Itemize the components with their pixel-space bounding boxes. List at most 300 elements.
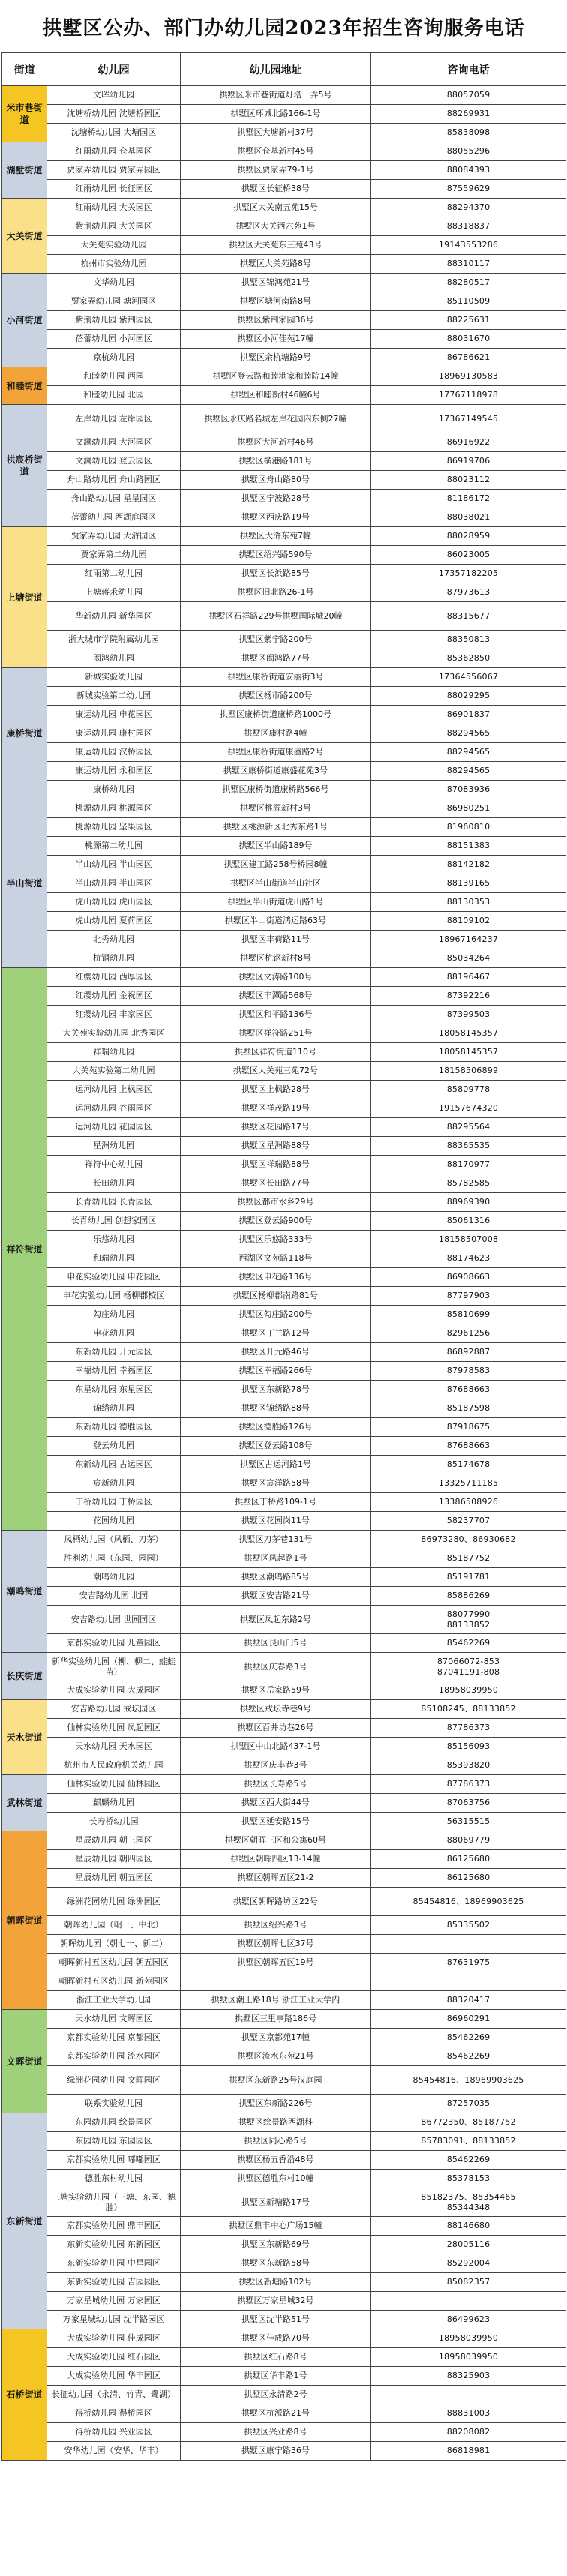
table-row bbox=[2, 1249, 566, 1268]
school-cell: 舟山路幼儿园 星星园区 bbox=[47, 490, 181, 508]
table-row bbox=[2, 2273, 566, 2292]
address-cell: 拱墅区舟山路80号 bbox=[181, 471, 371, 490]
table-row bbox=[2, 2151, 566, 2170]
table-row bbox=[2, 2047, 566, 2066]
phone-cell: 85378153 bbox=[371, 2170, 566, 2188]
school-cell: 贾家弄幼儿园 塘河园区 bbox=[47, 292, 181, 311]
table-row bbox=[2, 1587, 566, 1606]
phone-cell: 82961256 bbox=[371, 1324, 566, 1343]
address-cell: 拱墅区紫宁路200号 bbox=[181, 631, 371, 649]
phone-cell: 87063756 bbox=[371, 1794, 566, 1813]
address-cell: 拱墅区杨市路200号 bbox=[181, 687, 371, 706]
phone-cell: 86023005 bbox=[371, 546, 566, 565]
address-cell: 拱墅区闳鸿路77号 bbox=[181, 649, 371, 668]
phone-cell: 88077990 88133852 bbox=[371, 1606, 566, 1634]
school-cell: 红缨幼儿园 丰家园区 bbox=[47, 1006, 181, 1024]
table-row bbox=[2, 837, 566, 856]
table-row bbox=[2, 1568, 566, 1587]
school-cell: 东新实验幼儿园 东新园区 bbox=[47, 2236, 181, 2254]
school-cell: 祥瑞幼儿园 bbox=[47, 1043, 181, 1062]
street-cell: 祥符街道 bbox=[2, 968, 47, 1531]
address-cell: 拱墅区康村路4幢 bbox=[181, 724, 371, 743]
table-row bbox=[2, 274, 566, 292]
street-cell: 潮鸣街道 bbox=[2, 1531, 47, 1653]
address-cell: 拱墅区沈半路51号 bbox=[181, 2311, 371, 2329]
school-cell: 安吉路幼儿园 北园 bbox=[47, 1587, 181, 1606]
table-row bbox=[2, 1043, 566, 1062]
address-cell: 拱墅区仓基新村45号 bbox=[181, 142, 371, 161]
table-row bbox=[2, 255, 566, 274]
address-cell: 拱墅区祥茂路19号 bbox=[181, 1099, 371, 1118]
school-cell: 星洲幼儿园 bbox=[47, 1137, 181, 1156]
table-row bbox=[2, 367, 566, 386]
address-cell: 西湖区文苑路118号 bbox=[181, 1249, 371, 1268]
table-row bbox=[2, 217, 566, 236]
school-cell: 东新幼儿园 古运园区 bbox=[47, 1456, 181, 1474]
address-cell: 拱墅区丁桥路109-1号 bbox=[181, 1493, 371, 1512]
phone-cell: 87973613 bbox=[371, 583, 566, 602]
table-row bbox=[2, 1268, 566, 1287]
address-cell: 拱墅区新塘路102号 bbox=[181, 2273, 371, 2292]
table-row bbox=[2, 292, 566, 311]
table-row bbox=[2, 1006, 566, 1024]
address-cell: 拱墅区鼎丰中心广场15幢 bbox=[181, 2217, 371, 2236]
table-row bbox=[2, 1399, 566, 1418]
address-cell: 拱墅区东新路78号 bbox=[181, 1381, 371, 1399]
address-cell: 拱墅区大浒东苑7幢 bbox=[181, 527, 371, 546]
header-address: 幼儿园地址 bbox=[181, 53, 371, 86]
street-cell: 武林街道 bbox=[2, 1775, 47, 1831]
address-cell: 拱墅区康宁路36号 bbox=[181, 2442, 371, 2461]
address-cell: 拱墅区潮王路18号 浙江工业大学内 bbox=[181, 1991, 371, 2010]
phone-cell: 87688663 bbox=[371, 1381, 566, 1399]
school-cell: 朝晖新村五区幼儿园 朝五园区 bbox=[47, 1954, 181, 1972]
table-row bbox=[2, 1756, 566, 1775]
table-row bbox=[2, 2367, 566, 2386]
table-row bbox=[2, 724, 566, 743]
school-cell: 大关苑实验幼儿园 bbox=[47, 236, 181, 255]
school-cell: 大成实验幼儿园 红石园区 bbox=[47, 2348, 181, 2367]
address-cell: 拱墅区长寿路5号 bbox=[181, 1775, 371, 1794]
school-cell: 朝晖幼儿园（朝一、中北） bbox=[47, 1916, 181, 1935]
school-cell: 大关苑实验第二幼儿园 bbox=[47, 1062, 181, 1081]
street-cell: 长庆街道 bbox=[2, 1653, 47, 1700]
school-cell: 三塘实验幼儿园（三塘、东园、德胜） bbox=[47, 2188, 181, 2217]
phone-cell: 88315677 bbox=[371, 602, 566, 631]
phone-cell: 88225631 bbox=[371, 311, 566, 330]
school-cell: 新城实验幼儿园 bbox=[47, 668, 181, 687]
table-row bbox=[2, 1681, 566, 1700]
table-row bbox=[2, 1324, 566, 1343]
address-cell: 拱墅区东新路226号 bbox=[181, 2095, 371, 2113]
address-cell: 拱墅区锦绣路88号 bbox=[181, 1399, 371, 1418]
phone-cell: 81960810 bbox=[371, 818, 566, 837]
phone-cell: 88280517 bbox=[371, 274, 566, 292]
table-row bbox=[2, 2113, 566, 2132]
phone-cell: 86125680 bbox=[371, 1869, 566, 1888]
phone-cell: 88151383 bbox=[371, 837, 566, 856]
phone-cell: 85061316 bbox=[371, 1212, 566, 1231]
address-cell: 拱墅区小河佳苑17幢 bbox=[181, 330, 371, 349]
address-cell: 拱墅区佳成路70号 bbox=[181, 2329, 371, 2348]
phone-cell: 86892887 bbox=[371, 1343, 566, 1362]
table-row bbox=[2, 1512, 566, 1531]
phone-cell: 85838098 bbox=[371, 124, 566, 142]
phone-cell: 85108245、88133852 bbox=[371, 1700, 566, 1719]
address-cell: 拱墅区德胜东村10幢 bbox=[181, 2170, 371, 2188]
school-cell: 运河幼儿园 上枫园区 bbox=[47, 1081, 181, 1099]
address-cell: 拱墅区半山街道鸿运路63号 bbox=[181, 912, 371, 931]
school-cell: 天水幼儿园 文晖园区 bbox=[47, 2010, 181, 2029]
phone-cell: 85454816、18969903625 bbox=[371, 2066, 566, 2095]
table-row bbox=[2, 1954, 566, 1972]
phone-cell: 85335502 bbox=[371, 1916, 566, 1935]
table-row bbox=[2, 1362, 566, 1381]
address-cell: 拱墅区塘河南路8号 bbox=[181, 292, 371, 311]
phone-cell: 88023112 bbox=[371, 471, 566, 490]
phone-cell: 87797903 bbox=[371, 1287, 566, 1306]
school-cell: 红缨幼儿园 西厚园区 bbox=[47, 968, 181, 987]
address-cell: 拱墅区幸福路266号 bbox=[181, 1362, 371, 1381]
address-cell: 拱墅区锦鸿苑21号 bbox=[181, 274, 371, 292]
school-cell: 安吉路幼儿园 戒坛园区 bbox=[47, 1700, 181, 1719]
address-cell: 拱墅区桃源新村3号 bbox=[181, 799, 371, 818]
address-cell: 拱墅区大关苑三苑72号 bbox=[181, 1062, 371, 1081]
table-row bbox=[2, 1888, 566, 1916]
address-cell: 拱墅区丰潭路568号 bbox=[181, 987, 371, 1006]
table-row bbox=[2, 1193, 566, 1212]
school-cell: 上塘蒋禾幼儿园 bbox=[47, 583, 181, 602]
address-cell: 拱墅区横港路181号 bbox=[181, 452, 371, 471]
table-row bbox=[2, 1972, 566, 1991]
school-cell: 星辰幼儿园 朝四园区 bbox=[47, 1850, 181, 1869]
school-cell: 绿洲花园幼儿园 绿洲园区 bbox=[47, 1888, 181, 1916]
school-cell: 和瑞幼儿园 bbox=[47, 1249, 181, 1268]
table-row bbox=[2, 1174, 566, 1193]
phone-cell: 88028959 bbox=[371, 527, 566, 546]
phone-cell: 88294565 bbox=[371, 743, 566, 762]
table-row bbox=[2, 1062, 566, 1081]
school-cell: 乐悠幼儿园 bbox=[47, 1231, 181, 1249]
table-row bbox=[2, 1531, 566, 1549]
table-row bbox=[2, 912, 566, 931]
phone-cell: 88320417 bbox=[371, 1991, 566, 2010]
table-row bbox=[2, 2066, 566, 2095]
contact-table bbox=[2, 52, 566, 2461]
table-row bbox=[2, 949, 566, 968]
phone-cell: 87392216 bbox=[371, 987, 566, 1006]
address-cell: 拱墅区东新路69号 bbox=[181, 2236, 371, 2254]
school-cell: 红雨幼儿园 仓基园区 bbox=[47, 142, 181, 161]
address-cell bbox=[181, 1972, 371, 1991]
table-row bbox=[2, 2217, 566, 2236]
phone-cell: 85187752 bbox=[371, 1549, 566, 1568]
school-cell: 联系实验幼儿园 bbox=[47, 2095, 181, 2113]
address-cell: 拱墅区上枫路28号 bbox=[181, 1081, 371, 1099]
address-cell: 拱墅区凤起路1号 bbox=[181, 1549, 371, 1568]
address-cell: 拱墅区百井坊巷26号 bbox=[181, 1719, 371, 1738]
school-cell: 杭钢幼儿园 bbox=[47, 949, 181, 968]
phone-cell: 85783091、88133852 bbox=[371, 2132, 566, 2151]
address-cell: 拱墅区朝晖路坊区22号 bbox=[181, 1888, 371, 1916]
table-row bbox=[2, 649, 566, 668]
table-row bbox=[2, 405, 566, 433]
school-cell: 长田幼儿园 bbox=[47, 1174, 181, 1193]
street-cell: 米市巷街道 bbox=[2, 86, 47, 142]
phone-cell: 56315515 bbox=[371, 1813, 566, 1831]
school-cell: 东园幼儿园 绘景园区 bbox=[47, 2113, 181, 2132]
phone-cell: 58237707 bbox=[371, 1512, 566, 1531]
table-row bbox=[2, 818, 566, 837]
table-row bbox=[2, 1081, 566, 1099]
table-row bbox=[2, 2188, 566, 2217]
header-street: 街道 bbox=[2, 53, 47, 86]
school-cell: 花园幼儿园 bbox=[47, 1512, 181, 1531]
school-cell: 华新幼儿园 新华园区 bbox=[47, 602, 181, 631]
school-cell: 沈塘桥幼儿园 沈塘桥园区 bbox=[47, 105, 181, 124]
school-cell: 京都实验幼儿园 流水园区 bbox=[47, 2047, 181, 2066]
street-cell: 和睦街道 bbox=[2, 367, 47, 405]
phone-cell: 88055296 bbox=[371, 142, 566, 161]
school-cell: 文澜幼儿园 登云园区 bbox=[47, 452, 181, 471]
table-row bbox=[2, 546, 566, 565]
school-cell: 得桥幼儿园 得桥园区 bbox=[47, 2404, 181, 2423]
address-cell: 拱墅区京都苑17幢 bbox=[181, 2029, 371, 2047]
street-cell: 半山街道 bbox=[2, 799, 47, 968]
address-cell: 拱墅区绍兴路3号 bbox=[181, 1916, 371, 1935]
address-cell: 拱墅区潮鸣路85号 bbox=[181, 1568, 371, 1587]
phone-cell: 85174678 bbox=[371, 1456, 566, 1474]
phone-cell: 87257035 bbox=[371, 2095, 566, 2113]
address-cell: 拱墅区庆丰巷3号 bbox=[181, 1756, 371, 1775]
table-row bbox=[2, 330, 566, 349]
table-row bbox=[2, 762, 566, 781]
table-row bbox=[2, 874, 566, 893]
table-row bbox=[2, 668, 566, 687]
phone-cell: 86916922 bbox=[371, 433, 566, 452]
phone-cell: 85782585 bbox=[371, 1174, 566, 1193]
phone-cell: 86973280、86930682 bbox=[371, 1531, 566, 1549]
school-cell: 东新幼儿园 开元园区 bbox=[47, 1343, 181, 1362]
street-cell: 天水街道 bbox=[2, 1700, 47, 1775]
phone-cell: 86960291 bbox=[371, 2010, 566, 2029]
address-cell: 拱墅区德胜路126号 bbox=[181, 1418, 371, 1437]
table-row bbox=[2, 2386, 566, 2404]
address-cell: 拱墅区庆春路3号 bbox=[181, 1653, 371, 1681]
school-cell: 星辰幼儿园 朝五园区 bbox=[47, 1869, 181, 1888]
phone-cell: 18958039950 bbox=[371, 2348, 566, 2367]
address-cell: 拱墅区安吉路21号 bbox=[181, 1587, 371, 1606]
table-row bbox=[2, 1775, 566, 1794]
phone-cell: 88294565 bbox=[371, 762, 566, 781]
street-cell: 石桥街道 bbox=[2, 2329, 47, 2461]
school-cell: 宸新幼儿园 bbox=[47, 1474, 181, 1493]
address-cell: 拱墅区永庆路名城左岸花园内东侧27幢 bbox=[181, 405, 371, 433]
phone-cell: 87978583 bbox=[371, 1362, 566, 1381]
table-row bbox=[2, 743, 566, 762]
table-row bbox=[2, 706, 566, 724]
table-row bbox=[2, 1156, 566, 1174]
phone-cell: 88208082 bbox=[371, 2423, 566, 2442]
address-cell: 拱墅区大塘新村37号 bbox=[181, 124, 371, 142]
address-cell: 拱墅区建工路258号桥园8幢 bbox=[181, 856, 371, 874]
school-cell: 京都实验幼儿园 京都园区 bbox=[47, 2029, 181, 2047]
school-cell: 康运幼儿园 汉桥园区 bbox=[47, 743, 181, 762]
phone-cell: 85110509 bbox=[371, 292, 566, 311]
phone-cell: 18058145357 bbox=[371, 1043, 566, 1062]
school-cell: 康运幼儿园 申花园区 bbox=[47, 706, 181, 724]
address-cell: 拱墅区祥符路251号 bbox=[181, 1024, 371, 1043]
table-row bbox=[2, 236, 566, 255]
phone-cell: 88031670 bbox=[371, 330, 566, 349]
address-cell: 拱墅区星洲路88号 bbox=[181, 1137, 371, 1156]
phone-cell: 88142182 bbox=[371, 856, 566, 874]
school-cell: 浙江工业大学幼儿园 bbox=[47, 1991, 181, 2010]
address-cell: 拱墅区宸洋路58号 bbox=[181, 1474, 371, 1493]
table-row bbox=[2, 1916, 566, 1935]
school-cell: 贾家弄幼儿园 大浒园区 bbox=[47, 527, 181, 546]
street-cell: 朝晖街道 bbox=[2, 1831, 47, 2010]
table-row bbox=[2, 386, 566, 405]
phone-cell: 86125680 bbox=[371, 1850, 566, 1869]
school-cell: 东新幼儿园 德胜园区 bbox=[47, 1418, 181, 1437]
phone-cell: 85809778 bbox=[371, 1081, 566, 1099]
table-row bbox=[2, 527, 566, 546]
phone-cell: 85156093 bbox=[371, 1738, 566, 1756]
table-row bbox=[2, 583, 566, 602]
address-cell: 拱墅区申花路136号 bbox=[181, 1268, 371, 1287]
school-cell: 半山幼儿园 半山园区 bbox=[47, 874, 181, 893]
address-cell: 拱墅区大关西六苑1号 bbox=[181, 217, 371, 236]
phone-cell: 87786373 bbox=[371, 1775, 566, 1794]
table-row bbox=[2, 1437, 566, 1456]
phone-cell: 88038021 bbox=[371, 508, 566, 527]
phone-cell bbox=[371, 2386, 566, 2404]
school-cell: 虎山幼儿园 夏荷园区 bbox=[47, 912, 181, 931]
phone-cell: 88146680 bbox=[371, 2217, 566, 2236]
school-cell: 和睦幼儿园 西园 bbox=[47, 367, 181, 386]
address-cell: 拱墅区中山北路437-1号 bbox=[181, 1738, 371, 1756]
school-cell: 红雨幼儿园 大关园区 bbox=[47, 199, 181, 217]
school-cell: 安华幼儿园（安华、华丰） bbox=[47, 2442, 181, 2461]
phone-cell: 86499623 bbox=[371, 2311, 566, 2329]
phone-cell: 85810699 bbox=[371, 1306, 566, 1324]
school-cell: 红雨第二幼儿园 bbox=[47, 565, 181, 583]
address-cell: 拱墅区大关苑东三苑43号 bbox=[181, 236, 371, 255]
school-cell: 新华实验幼儿园（柳、柳二、蛙蛙苗） bbox=[47, 1653, 181, 1681]
school-cell: 桃源幼儿园 桃源园区 bbox=[47, 799, 181, 818]
address-cell: 拱墅区东新路25号汉庭园 bbox=[181, 2066, 371, 2095]
address-cell: 拱墅区新塘路17号 bbox=[181, 2188, 371, 2217]
phone-cell: 85082357 bbox=[371, 2273, 566, 2292]
address-cell: 拱墅区流水东苑21号 bbox=[181, 2047, 371, 2066]
phone-cell: 88139165 bbox=[371, 874, 566, 893]
phone-cell: 17367149545 bbox=[371, 405, 566, 433]
table-body bbox=[2, 86, 566, 2461]
phone-cell: 17357182205 bbox=[371, 565, 566, 583]
phone-cell: 18967164237 bbox=[371, 931, 566, 949]
school-cell: 红缨幼儿园 金祝园区 bbox=[47, 987, 181, 1006]
school-cell: 康运幼儿园 康村园区 bbox=[47, 724, 181, 743]
table-row bbox=[2, 856, 566, 874]
school-cell: 左岸幼儿园 左岸园区 bbox=[47, 405, 181, 433]
phone-cell: 28005116 bbox=[371, 2236, 566, 2254]
phone-cell: 85182375、85354465 85344348 bbox=[371, 2188, 566, 2217]
phone-cell: 88325903 bbox=[371, 2367, 566, 2386]
school-cell: 勾庄幼儿园 bbox=[47, 1306, 181, 1324]
address-cell: 拱墅区米市巷街道灯塔一弄5号 bbox=[181, 86, 371, 105]
address-cell: 拱墅区开元路46号 bbox=[181, 1343, 371, 1362]
school-cell: 京杭幼儿园 bbox=[47, 349, 181, 367]
school-cell: 长寿桥幼儿园 bbox=[47, 1813, 181, 1831]
school-cell: 沈塘桥幼儿园 大塘园区 bbox=[47, 124, 181, 142]
table-row bbox=[2, 1456, 566, 1474]
header-phone: 咨询电话 bbox=[371, 53, 566, 86]
address-cell: 拱墅区长征桥38号 bbox=[181, 180, 371, 199]
address-cell: 拱墅区丰荷路11号 bbox=[181, 931, 371, 949]
phone-cell: 86919706 bbox=[371, 452, 566, 471]
phone-cell: 85454816、18969903625 bbox=[371, 1888, 566, 1916]
address-cell: 拱墅区朝晖七区37号 bbox=[181, 1935, 371, 1954]
table-row bbox=[2, 86, 566, 105]
address-cell: 拱墅区朝晖三区和公寓60号 bbox=[181, 1831, 371, 1850]
address-cell: 拱墅区和睦新村46幢6号 bbox=[181, 386, 371, 405]
address-cell: 拱墅区大河新村46号 bbox=[181, 433, 371, 452]
school-cell: 新城实验第二幼儿园 bbox=[47, 687, 181, 706]
table-row bbox=[2, 1493, 566, 1512]
table-row bbox=[2, 893, 566, 912]
table-row bbox=[2, 1653, 566, 1681]
school-cell: 虎山幼儿园 虎山园区 bbox=[47, 893, 181, 912]
table-row bbox=[2, 311, 566, 330]
school-cell: 朝晖新村五区幼儿园 新苑园区 bbox=[47, 1972, 181, 1991]
table-row bbox=[2, 2170, 566, 2188]
phone-cell: 85462269 bbox=[371, 2029, 566, 2047]
table-row bbox=[2, 1991, 566, 2010]
table-row bbox=[2, 1869, 566, 1888]
header-school: 幼儿园 bbox=[47, 53, 181, 86]
address-cell: 拱墅区乐悠路333号 bbox=[181, 1231, 371, 1249]
address-cell: 拱墅区红石路8号 bbox=[181, 2348, 371, 2367]
table-row bbox=[2, 2348, 566, 2367]
school-cell: 浙大城市学院附属幼儿园 bbox=[47, 631, 181, 649]
table-row bbox=[2, 2329, 566, 2348]
table-row bbox=[2, 1118, 566, 1137]
address-cell: 拱墅区旧北路26-1号 bbox=[181, 583, 371, 602]
address-cell: 拱墅区华丰路1号 bbox=[181, 2367, 371, 2386]
school-cell: 紫荆幼儿园 紫荆园区 bbox=[47, 311, 181, 330]
address-cell: 拱墅区绘景路西湖科 bbox=[181, 2113, 371, 2132]
address-cell: 拱墅区大关南五苑15号 bbox=[181, 199, 371, 217]
address-cell: 拱墅区凤起东路2号 bbox=[181, 1606, 371, 1634]
school-cell: 胜利幼儿园（东园、园园） bbox=[47, 1549, 181, 1568]
table-row bbox=[2, 105, 566, 124]
phone-cell: 87918675 bbox=[371, 1418, 566, 1437]
address-cell: 拱墅区康桥街道康盛花苑3号 bbox=[181, 762, 371, 781]
phone-cell: 86818981 bbox=[371, 2442, 566, 2461]
school-cell: 贾家弄第二幼儿园 bbox=[47, 546, 181, 565]
phone-cell: 88969390 bbox=[371, 1193, 566, 1212]
school-cell: 安吉路幼儿园 世园园区 bbox=[47, 1606, 181, 1634]
address-cell: 拱墅区花园路17号 bbox=[181, 1118, 371, 1137]
table-row bbox=[2, 1024, 566, 1043]
phone-cell: 85393820 bbox=[371, 1756, 566, 1775]
phone-cell: 18969130583 bbox=[371, 367, 566, 386]
address-cell: 拱墅区永清路2号 bbox=[181, 2386, 371, 2404]
table-row bbox=[2, 2404, 566, 2423]
table-row bbox=[2, 1850, 566, 1869]
phone-cell: 85886269 bbox=[371, 1587, 566, 1606]
